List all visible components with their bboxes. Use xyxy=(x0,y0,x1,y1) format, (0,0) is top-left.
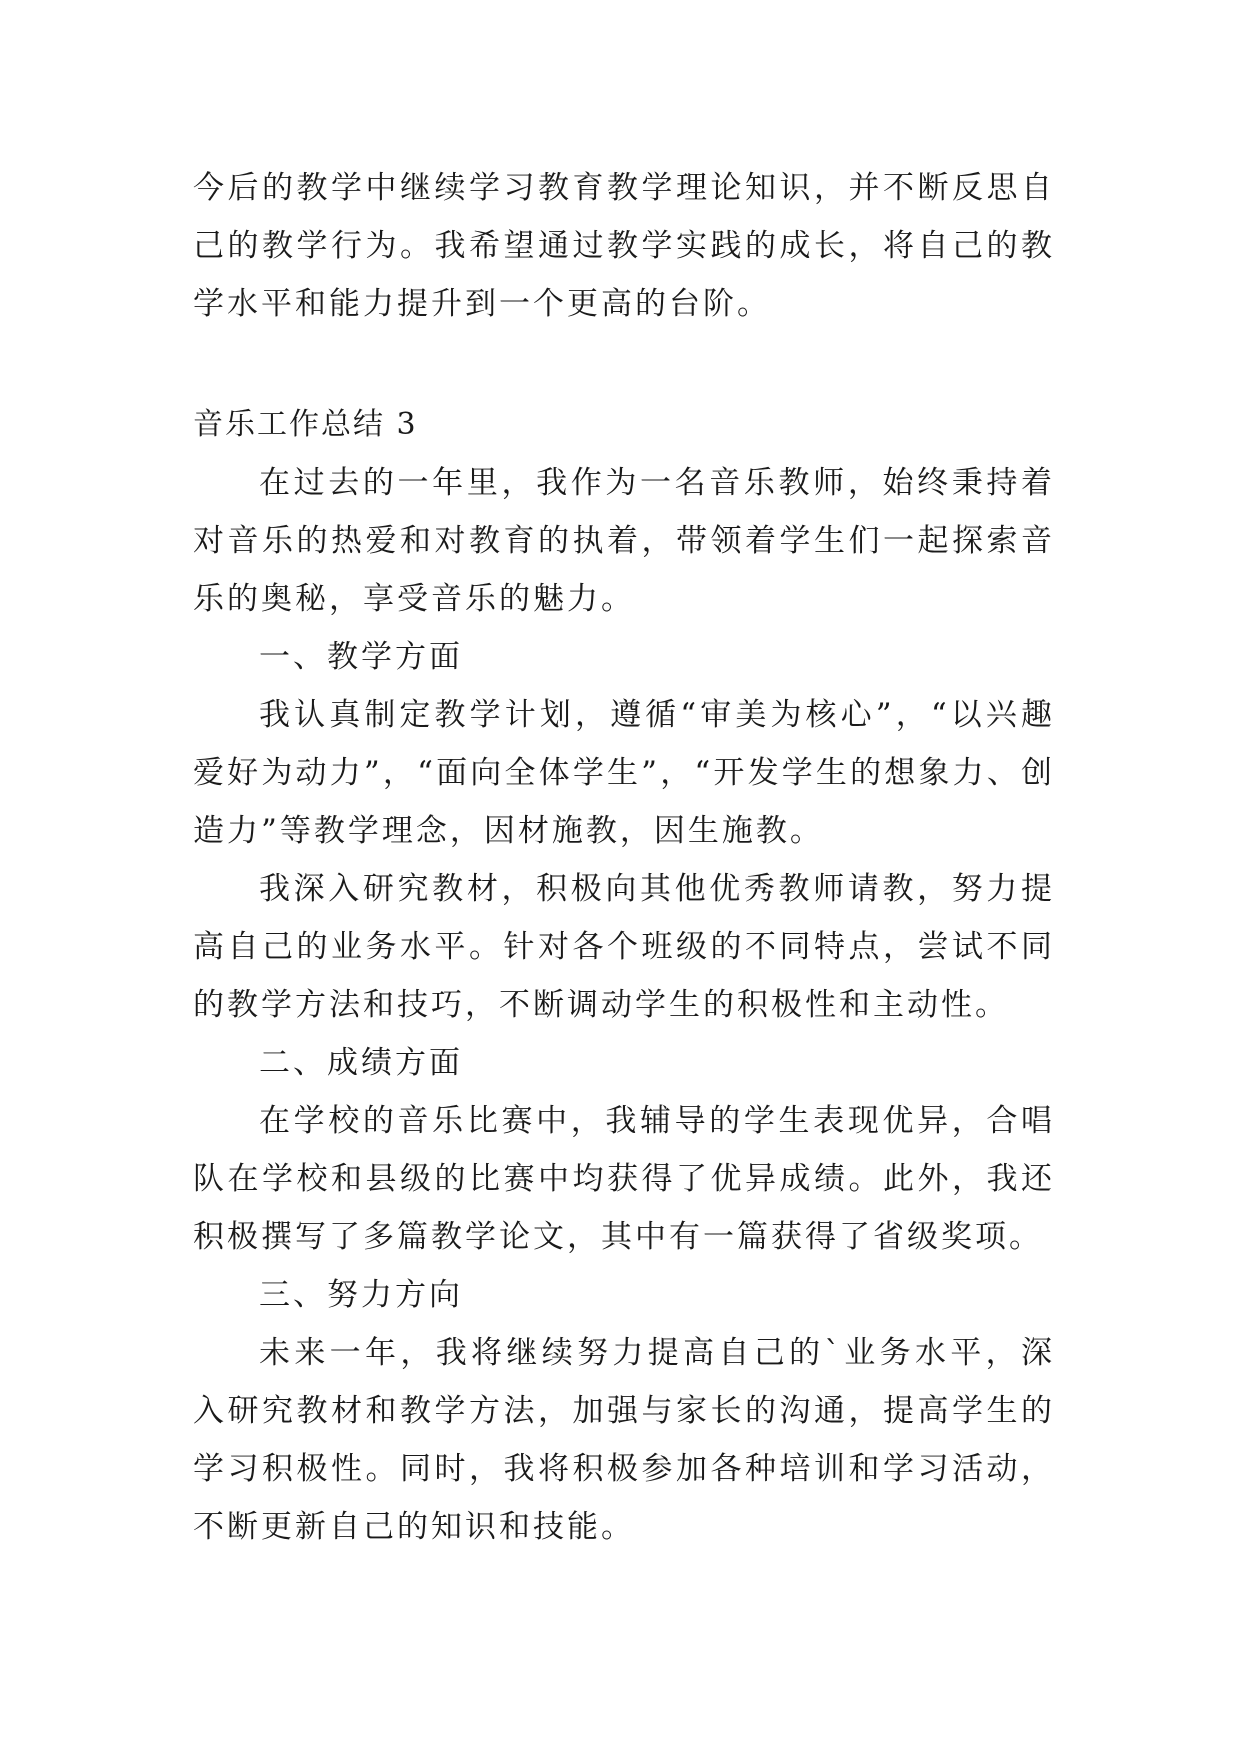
part2-heading: 二、成绩方面 xyxy=(259,1045,463,1081)
intro-paragraph: 在过去的一年里，我作为一名音乐教师，始终秉持着对音乐的热爱和对教育的执着，带领着学生们一起探索音乐的奥秘，享受音乐的魅力。 xyxy=(193,465,1055,617)
part1-paragraph-1: 我认真制定教学计划，遵循“审美为核心”，“以兴趣爱好为动力”，“面向全体学生”，“开发学生的想象力、创造力”等教学理念，因材施教，因生施教。 xyxy=(193,697,1055,849)
part1-heading: 一、教学方面 xyxy=(259,639,463,675)
section-title: 音乐工作总结 3 xyxy=(193,407,418,442)
continuation-paragraph: 今后的教学中继续学习教育教学理论知识，并不断反思自己的教学行为。我希望通过教学实践的成长，将自己的教学水平和能力提升到一个更高的台阶。 xyxy=(193,170,1055,322)
continuation-block xyxy=(193,159,1055,333)
part3-paragraph: 未来一年，我将继续努力提高自己的`业务水平，深入研究教材和教学方法，加强与家长的沟通，提高学生的学习积极性。同时，我将积极参加各种培训和学习活动，不断更新自己的知识和技能。 xyxy=(193,1335,1055,1545)
part1-paragraph-2: 我深入研究教材，积极向其他优秀教师请教，努力提高自己的业务水平。针对各个班级的不同特点，尝试不同的教学方法和技巧，不断调动学生的积极性和主动性。 xyxy=(193,871,1055,1023)
part2-paragraph: 在学校的音乐比赛中，我辅导的学生表现优异，合唱队在学校和县级的比赛中均获得了优异成绩。此外，我还积极撰写了多篇教学论文，其中有一篇获得了省级奖项。 xyxy=(193,1103,1055,1255)
section-block xyxy=(193,396,1055,1556)
part3-heading: 三、努力方向 xyxy=(259,1277,463,1313)
